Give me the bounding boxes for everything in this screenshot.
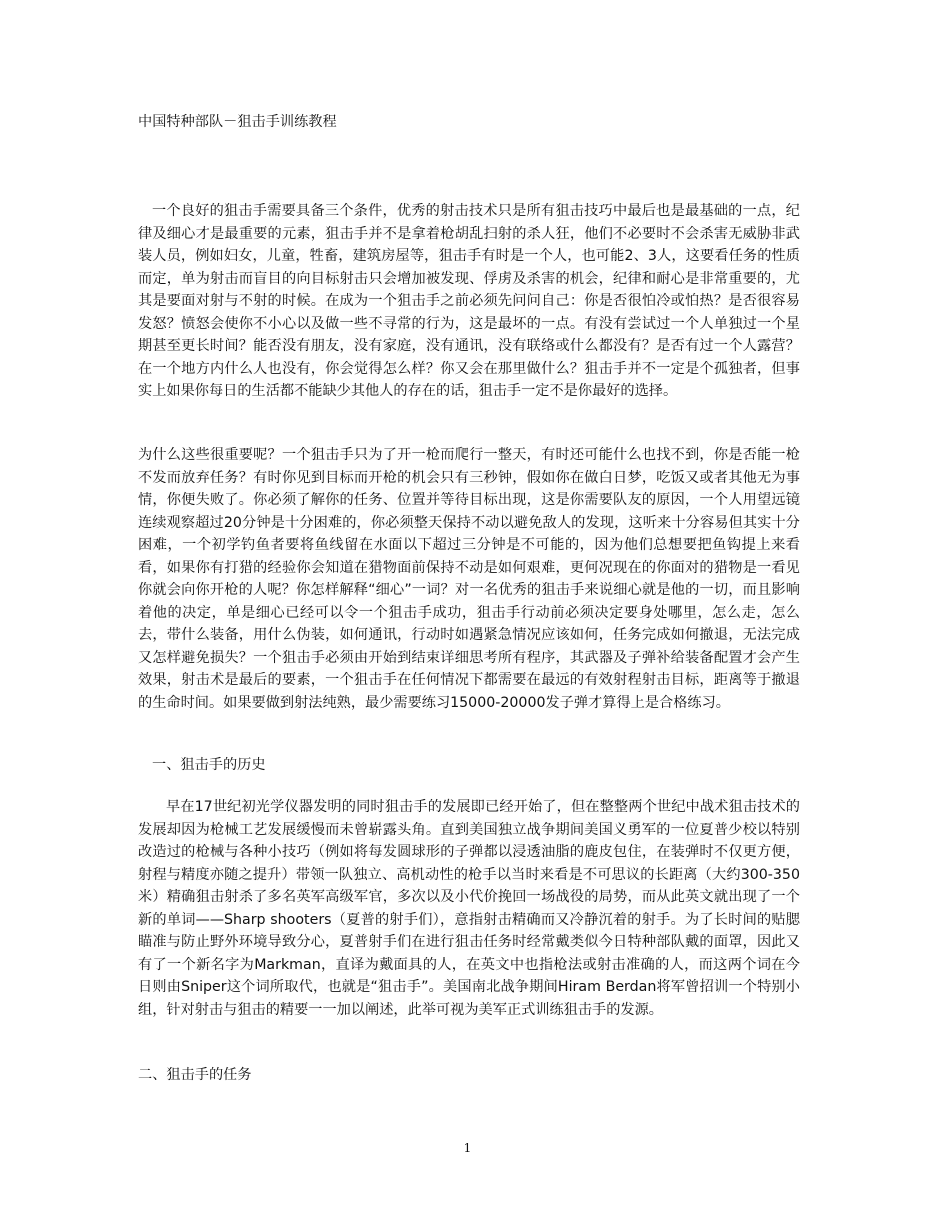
paragraph-sniper-history: 早在17世纪初光学仪器发明的同时狙击手的发展即已经开始了，但在整整两个世纪中战术狙击技术的发展却因为枪械工艺发展缓慢而未曾崭露头角。直到美国独立战争期间美国义勇军的一位夏普少校以特别改造过的枪械与各种小技巧（例如将每发圆球形的子弹都以浸透油脂的鹿皮包住，在装弹时不仅更方便，射程与精度亦随之提升）带领一队独立、高机动性的枪手以当时来看是不可思议的长距离（大约300-350米）精确狙击射杀了多名英军高级军官，多次以及小代价挽回一场战役的局势，而从此英文就出现了一个新的单词——Sharp shooters（夏普的射手们），意指射击精确而又冷静沉着的射手。为了长时间的贴腮瞄准与防止野外环境导致分心，夏普射手们在进行狙击任务时经常戴类似今日特种部队戴的面罩，因此又有了一个新名字为Markman，直译为戴面具的人，在英文中也指枪法或射击准确的人，而这两个词在今日则由Sniper这个词所取代，也就是“狙击手”。美国南北战争期间Hiram Berdan将军曾招训一个特别小组，针对射击与狙击的精要一一加以阐述，此举可视为美军正式训练狙击手的发源。	[138, 799, 800, 1018]
document-title: 中国特种部队－狙击手训练教程	[138, 114, 337, 130]
page-number: 1	[463, 1141, 472, 1155]
paragraph-why-important: 为什么这些很重要呢？一个狙击手只为了开一枪而爬行一整天，有时还可能什么也找不到，你是否能一枪不发而放弃任务？有时你见到目标而开枪的机会只有三秒钟，假如你在做白日梦，吃饭又或者其他无为事情，你便失败了。你必须了解你的任务、位置并等待目标出现，这是你需要队友的原因，一个人用望远镜连续观察超过20分钟是十分困难的，你必须整天保持不动以避免敌人的发现，这听来十分容易但其实十分困难，一个初学钓鱼者要将鱼线留在水面以下超过三分钟是不可能的，因为他们总想要把鱼钩提上来看看，如果你有打猎的经验你会知道在猎物面前保持不动是如何艰难，更何况现在的你面对的猎物是一看见你就会向你开枪的人呢？你怎样解释“细心”一词？对一名优秀的狙击手来说细心就是他的一切，而且影响着他的决定，单是细心已经可以令一个狙击手成功，狙击手行动前必须决定要身处哪里，怎么走，怎么去，带什么装备，用什么伪装，如何通讯，行动时如遇紧急情况应该如何，任务完成如何撤退，无法完成又怎样避免损失？一个狙击手必须由开始到结束详细思考所有程序，其武器及子弹补给装备配置才会产生效果，射击术是最后的要素，一个狙击手在任何情况下都需要在最远的有效射程射击目标，距离等于撤退的生命时间。如果要做到射法纯熟，最少需要练习15000-20000发子弹才算得上是合格练习。	[138, 447, 800, 711]
section-heading-history: 一、狙击手的历史	[152, 757, 266, 773]
section-heading-mission: 二、狙击手的任务	[138, 1067, 252, 1083]
paragraph-sniper-requirements: 一个良好的狙击手需要具备三个条件，优秀的射击技术只是所有狙击技巧中最后也是最基础的一点，纪律及细心才是最重要的元素，狙击手并不是拿着枪胡乱扫射的杀人狂，他们不必要时不会杀害无威胁非武装人员，例如妇女，儿童，牲畜，建筑房屋等，狙击手有时是一个人，也可能2、3人，这要看任务的性质而定，单为射击而盲目的向目标射击只会增加被发现、俘虏及杀害的机会，纪律和耐心是非常重要的，尤其是要面对射与不射的时候。在成为一个狙击手之前必须先问问自己：你是否很怕冷或怕热？是否很容易发怒？愤怒会使你不小心以及做一些不寻常的行为，这是最坏的一点。有没有尝试过一个人单独过一个星期甚至更长时间？能否没有朋友，没有家庭，没有通讯，没有联络或什么都没有？是否有过一个人露营？在一个地方内什么人也没有，你会觉得怎么样？你又会在那里做什么？狙击手并不一定是个孤独者，但事实上如果你每日的生活都不能缺少其他人的存在的话，狙击手一定不是你最好的选择。	[138, 203, 800, 399]
